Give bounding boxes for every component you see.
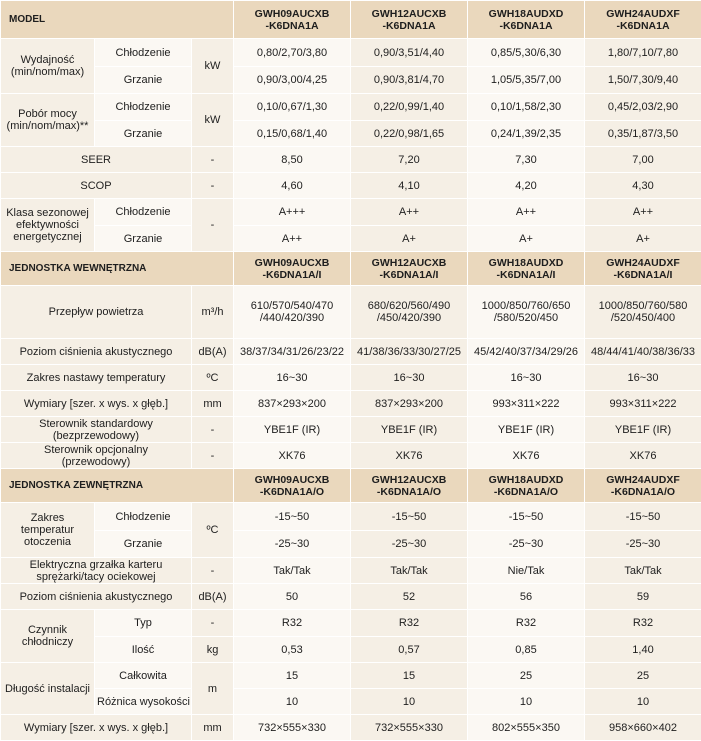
spec-value: 837×293×200	[351, 391, 468, 417]
spec-value: 7,00	[585, 147, 701, 173]
spec-value: YBE1F (IR)	[234, 417, 351, 443]
spec-value: 10	[468, 689, 585, 715]
spec-value: 802×555×350	[468, 715, 585, 741]
spec-value: -25~30	[468, 531, 585, 558]
spec-sublabel: Chłodzenie	[95, 94, 192, 121]
outdoor-unit-header-row	[1, 469, 701, 503]
spec-value: 0,22/0,98/1,65	[351, 121, 468, 147]
spec-value: 16~30	[468, 365, 585, 391]
spec-value: 4,30	[585, 173, 701, 199]
spec-value: YBE1F (IR)	[351, 417, 468, 443]
spec-value: 7,20	[351, 147, 468, 173]
spec-value: 15	[351, 663, 468, 689]
spec-sublabel: Grzanie	[95, 226, 192, 252]
spec-value: 0,10/0,67/1,30	[234, 94, 351, 121]
spec-row	[1, 610, 701, 637]
spec-label: SEER	[1, 147, 192, 173]
spec-row	[1, 199, 701, 226]
spec-value: 837×293×200	[234, 391, 351, 417]
spec-row	[1, 558, 701, 584]
spec-value: 732×555×330	[351, 715, 468, 741]
spec-label: Elektryczna grzałka karteru sprężarki/tacy ociekowej	[1, 558, 192, 584]
spec-value: 4,60	[234, 173, 351, 199]
spec-value: 7,30	[468, 147, 585, 173]
indoor-unit-model-1: GWH09AUCXB -K6DNA1A/I	[234, 252, 351, 286]
outdoor-unit-section-title: JEDNOSTKA ZEWNĘTRZNA	[1, 469, 234, 503]
spec-unit: -	[192, 417, 234, 443]
spec-unit: m³/h	[192, 286, 234, 339]
spec-value: 16~30	[234, 365, 351, 391]
spec-row	[1, 391, 701, 417]
spec-label: Zakres temperatur otoczenia	[1, 503, 95, 558]
spec-row	[1, 94, 701, 121]
spec-value: XK76	[234, 443, 351, 469]
spec-value: 0,85	[468, 637, 585, 663]
spec-unit: -	[192, 173, 234, 199]
spec-value: -25~30	[234, 531, 351, 558]
outdoor-unit-model-1: GWH09AUCXB -K6DNA1A/O	[234, 469, 351, 503]
spec-row	[1, 173, 701, 199]
spec-value: 993×311×222	[468, 391, 585, 417]
spec-row	[1, 637, 701, 663]
spec-row	[1, 39, 701, 67]
model-model-4: GWH24AUDXF -K6DNA1A	[585, 1, 701, 39]
model-model-3: GWH18AUDXD -K6DNA1A	[468, 1, 585, 39]
spec-value: YBE1F (IR)	[585, 417, 701, 443]
spec-unit: ºC	[192, 503, 234, 558]
spec-row	[1, 121, 701, 147]
spec-label: Wydajność (min/nom/max)	[1, 39, 95, 94]
indoor-unit-section-title: JEDNOSTKA WEWNĘTRZNA	[1, 252, 234, 286]
spec-value: 25	[585, 663, 701, 689]
spec-value: 50	[234, 584, 351, 610]
spec-unit: mm	[192, 391, 234, 417]
spec-value: YBE1F (IR)	[468, 417, 585, 443]
spec-sublabel: Całkowita	[95, 663, 192, 689]
spec-value: R32	[351, 610, 468, 637]
spec-value: 732×555×330	[234, 715, 351, 741]
spec-label: Czynnik chłodniczy	[1, 610, 95, 663]
spec-value: 10	[234, 689, 351, 715]
spec-value: 52	[351, 584, 468, 610]
spec-value: 610/570/540/470 /440/420/390	[234, 286, 351, 339]
spec-label: Pobór mocy (min/nom/max)**	[1, 94, 95, 147]
spec-value: 59	[585, 584, 701, 610]
spec-label: Sterownik standardowy (bezprzewodowy)	[1, 417, 192, 443]
spec-label: Wymiary [szer. x wys. x głęb.]	[1, 715, 192, 741]
spec-row	[1, 715, 701, 741]
spec-value: -15~50	[468, 503, 585, 531]
spec-label: Sterownik opcjonalny (przewodowy)	[1, 443, 192, 469]
spec-row	[1, 286, 701, 339]
spec-value: Tak/Tak	[351, 558, 468, 584]
spec-value: 0,80/2,70/3,80	[234, 39, 351, 67]
indoor-unit-model-3: GWH18AUDXD -K6DNA1A/I	[468, 252, 585, 286]
spec-value: 0,45/2,03/2,90	[585, 94, 701, 121]
spec-label: Zakres nastawy temperatury	[1, 365, 192, 391]
spec-sublabel: Typ	[95, 610, 192, 637]
spec-value: 16~30	[585, 365, 701, 391]
spec-value: A++	[234, 226, 351, 252]
spec-value: XK76	[351, 443, 468, 469]
spec-unit: -	[192, 443, 234, 469]
spec-value: 0,90/3,51/4,40	[351, 39, 468, 67]
spec-value: 1,40	[585, 637, 701, 663]
spec-unit: dB(A)	[192, 339, 234, 365]
spec-unit: -	[192, 199, 234, 252]
spec-sublabel: Grzanie	[95, 67, 192, 94]
spec-row	[1, 339, 701, 365]
spec-label: SCOP	[1, 173, 192, 199]
spec-value: 1,05/5,35/7,00	[468, 67, 585, 94]
spec-label: Poziom ciśnienia akustycznego	[1, 584, 192, 610]
spec-label-note: (min/nom/max)**	[3, 120, 92, 132]
spec-value: 680/620/560/490 /450/420/390	[351, 286, 468, 339]
spec-value: 15	[234, 663, 351, 689]
spec-value: R32	[234, 610, 351, 637]
spec-sublabel: Grzanie	[95, 531, 192, 558]
indoor-unit-model-4: GWH24AUDXF -K6DNA1A/I	[585, 252, 701, 286]
spec-sublabel: Grzanie	[95, 121, 192, 147]
spec-value: A+++	[234, 199, 351, 226]
model-header-row	[1, 1, 701, 39]
spec-value: -15~50	[351, 503, 468, 531]
model-section-title: MODEL	[1, 1, 234, 39]
spec-value: 1,50/7,30/9,40	[585, 67, 701, 94]
spec-value: Nie/Tak	[468, 558, 585, 584]
spec-unit: m	[192, 663, 234, 715]
spec-value: XK76	[468, 443, 585, 469]
spec-value: 1,80/7,10/7,80	[585, 39, 701, 67]
spec-value: -15~50	[585, 503, 701, 531]
spec-value: 4,10	[351, 173, 468, 199]
model-model-1: GWH09AUCXB -K6DNA1A	[234, 1, 351, 39]
outdoor-unit-model-4: GWH24AUDXF -K6DNA1A/O	[585, 469, 701, 503]
spec-row	[1, 503, 701, 531]
spec-value: -25~30	[351, 531, 468, 558]
spec-value: 0,15/0,68/1,40	[234, 121, 351, 147]
spec-row	[1, 584, 701, 610]
spec-label: Wymiary [szer. x wys. x głęb.]	[1, 391, 192, 417]
spec-value: 0,90/3,00/4,25	[234, 67, 351, 94]
spec-row	[1, 365, 701, 391]
spec-value: A+	[585, 226, 701, 252]
spec-value: 25	[468, 663, 585, 689]
spec-value: 10	[585, 689, 701, 715]
indoor-unit-model-2: GWH12AUCXB -K6DNA1A/I	[351, 252, 468, 286]
spec-value: 0,10/1,58/2,30	[468, 94, 585, 121]
outdoor-unit-model-3: GWH18AUDXD -K6DNA1A/O	[468, 469, 585, 503]
spec-row	[1, 689, 701, 715]
spec-label: Klasa sezonowej efektywności energetycznej	[1, 199, 95, 252]
spec-unit: kW	[192, 39, 234, 94]
spec-value: A+	[468, 226, 585, 252]
spec-value: Tak/Tak	[585, 558, 701, 584]
spec-sublabel: Chłodzenie	[95, 39, 192, 67]
spec-value: R32	[468, 610, 585, 637]
spec-value: A+	[351, 226, 468, 252]
spec-value: -15~50	[234, 503, 351, 531]
spec-unit: kg	[192, 637, 234, 663]
spec-unit: -	[192, 558, 234, 584]
spec-value: 0,24/1,39/2,35	[468, 121, 585, 147]
spec-value: A++	[468, 199, 585, 226]
spec-unit: -	[192, 147, 234, 173]
spec-value: 4,20	[468, 173, 585, 199]
spec-value: A++	[585, 199, 701, 226]
spec-value: 0,85/5,30/6,30	[468, 39, 585, 67]
spec-sublabel: Różnica wysokości	[95, 689, 192, 715]
spec-unit: mm	[192, 715, 234, 741]
spec-value: A++	[351, 199, 468, 226]
spec-value: XK76	[585, 443, 701, 469]
spec-value: 41/38/36/33/30/27/25	[351, 339, 468, 365]
spec-value: 45/42/40/37/34/29/26	[468, 339, 585, 365]
spec-value: 0,57	[351, 637, 468, 663]
spec-sublabel: Chłodzenie	[95, 199, 192, 226]
spec-unit: kW	[192, 94, 234, 147]
spec-row	[1, 663, 701, 689]
spec-value: 0,53	[234, 637, 351, 663]
spec-value: 993×311×222	[585, 391, 701, 417]
spec-unit: ºC	[192, 365, 234, 391]
spec-value: 38/37/34/31/26/23/22	[234, 339, 351, 365]
spec-value: 8,50	[234, 147, 351, 173]
spec-label: Przepływ powietrza	[1, 286, 192, 339]
spec-row	[1, 417, 701, 443]
spec-value: 10	[351, 689, 468, 715]
spec-row	[1, 147, 701, 173]
spec-value: 0,35/1,87/3,50	[585, 121, 701, 147]
spec-value: 56	[468, 584, 585, 610]
spec-value: 16~30	[351, 365, 468, 391]
spec-value: 0,22/0,99/1,40	[351, 94, 468, 121]
spec-value: -25~30	[585, 531, 701, 558]
spec-value: 1000/850/760/580 /520/450/400	[585, 286, 701, 339]
outdoor-unit-model-2: GWH12AUCXB -K6DNA1A/O	[351, 469, 468, 503]
spec-row	[1, 67, 701, 94]
spec-row	[1, 226, 701, 252]
spec-sublabel: Ilość	[95, 637, 192, 663]
spec-unit: -	[192, 610, 234, 637]
spec-value: 958×660×402	[585, 715, 701, 741]
spec-value: 1000/850/760/650 /580/520/450	[468, 286, 585, 339]
indoor-unit-header-row	[1, 252, 701, 286]
model-model-2: GWH12AUCXB -K6DNA1A	[351, 1, 468, 39]
spec-value: R32	[585, 610, 701, 637]
spec-row	[1, 531, 701, 558]
spec-value: 0,90/3,81/4,70	[351, 67, 468, 94]
spec-row	[1, 443, 701, 469]
spec-sublabel: Chłodzenie	[95, 503, 192, 531]
spec-unit: dB(A)	[192, 584, 234, 610]
spec-label: Poziom ciśnienia akustycznego	[1, 339, 192, 365]
spec-label: Długość instalacji	[1, 663, 95, 715]
spec-value: 48/44/41/40/38/36/33	[585, 339, 701, 365]
spec-value: Tak/Tak	[234, 558, 351, 584]
